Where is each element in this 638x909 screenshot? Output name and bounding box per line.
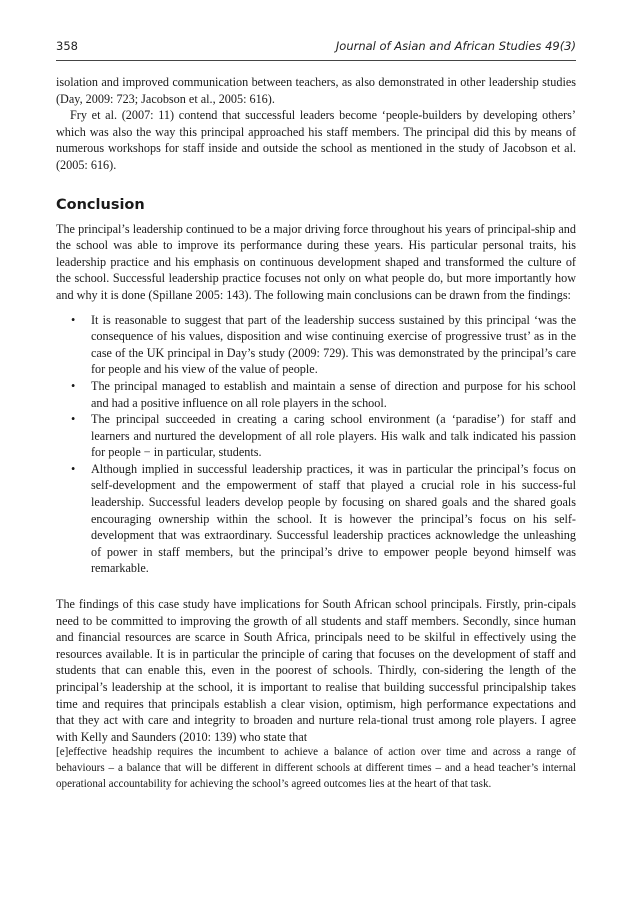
paragraph-fry: Fry et al. (2007: 11) contend that successful leaders become ‘people-builders by developing others’ which was also the way this principal approached his staff members. The principal did this by means of numerous workshops for staff inside and outside the school as mentioned in the study of Jacobson et al. (2005: 616). xyxy=(56,108,576,172)
page-number: 358 xyxy=(56,39,78,53)
header-rule xyxy=(56,60,576,61)
running-head xyxy=(56,39,576,53)
list-item-text: The principal managed to establish and maintain a sense of direction and purpose for his school and had a positive influence on all role players in the school. xyxy=(91,378,576,410)
bullet-icon: • xyxy=(71,461,76,476)
section-heading-conclusion: Conclusion xyxy=(56,196,145,213)
spacer xyxy=(56,585,576,596)
article-body xyxy=(56,74,576,792)
block-quote: [e]effective headship requires the incumbent to achieve a balance of action over time and across a range of behaviours – a balance that will be different in different schools at different times – and a head teacher’s internal operational accountability for achieving the school’s agreed outcomes lies at the heart of that task. xyxy=(56,746,576,790)
bullet-icon: • xyxy=(71,412,76,427)
list-item xyxy=(56,378,576,411)
bullet-icon: • xyxy=(71,312,76,327)
list-item xyxy=(56,411,576,461)
paragraph-findings: The findings of this case study have implications for South African school principals. Firstly, prin-cipals need to be committed to improving the growth of all students and staff members. Secondly, since human and financial resources are scarce in South Africa, principals need to be skilful in effectively using the resources available. It is in particular the principle of caring that focuses on the development of staff and students that can enable this, even in the poorest of schools. Thirdly, con-sidering the length of the principal’s leadership at the school, it is important to realise that building successful principalship takes time and requires that principals establish a clear vision, optimism, high performance expectations and that they act with care and integrity to broaden and nurture rela-tional trust among role players. I agree with Kelly and Saunders (2010: 139) who state that xyxy=(56,597,576,744)
journal-title: Journal of Asian and African Studies 49(3) xyxy=(335,39,576,53)
list-item xyxy=(56,312,576,378)
paragraph-continued: isolation and improved communication between teachers, as also demonstrated in other leadership studies (Day, 2009: 723; Jacobson et al., 2005: 616). xyxy=(56,75,576,106)
list-item xyxy=(56,461,576,577)
list-item-text: It is reasonable to suggest that part of the leadership success sustained by this principal ‘was the consequence of his values, disposition and wise continuing exercise of progressive trust’ as in the case of the UK principal in Day’s study (2009: 729). This was demonstrated by the principal’s care for people and his view of the value of people. xyxy=(91,312,576,377)
list-item-text: The principal succeeded in creating a caring school environment (a ‘paradise’) for staff and learners and nurtured the development of all role players. His walk and talk indicated his passion for people − in particular, students. xyxy=(91,412,576,460)
paragraph-conclusion: The principal’s leadership continued to be a major driving force throughout his years of principal-ship and the school was able to improve its performance during these years. His particular personal traits, his leadership practice and his emphasis on continuous development shaped and transformed the culture of the school. Successful leadership practice focuses not only on what people do, but more importantly how and why it is done (Spillane 2005: 143). The following main conclusions can be drawn from the findings: xyxy=(56,221,576,302)
conclusions-list xyxy=(56,312,576,578)
bullet-icon: • xyxy=(71,378,76,393)
list-item-text: Although implied in successful leadership practices, it was in particular the principal’s focus on self-development and the empowerment of staff that played a crucial role in his success-ful leadership. Successful leaders develop people by focusing on shared goals and the shared goals encouraging ownership within the school. It is however the principal’s focus on his self-development that was extraordinary. Successful leadership practices acknowledge the unleashing of power in staff members, but the principal’s drive to empower people beyond himself was remarkable. xyxy=(91,461,576,576)
